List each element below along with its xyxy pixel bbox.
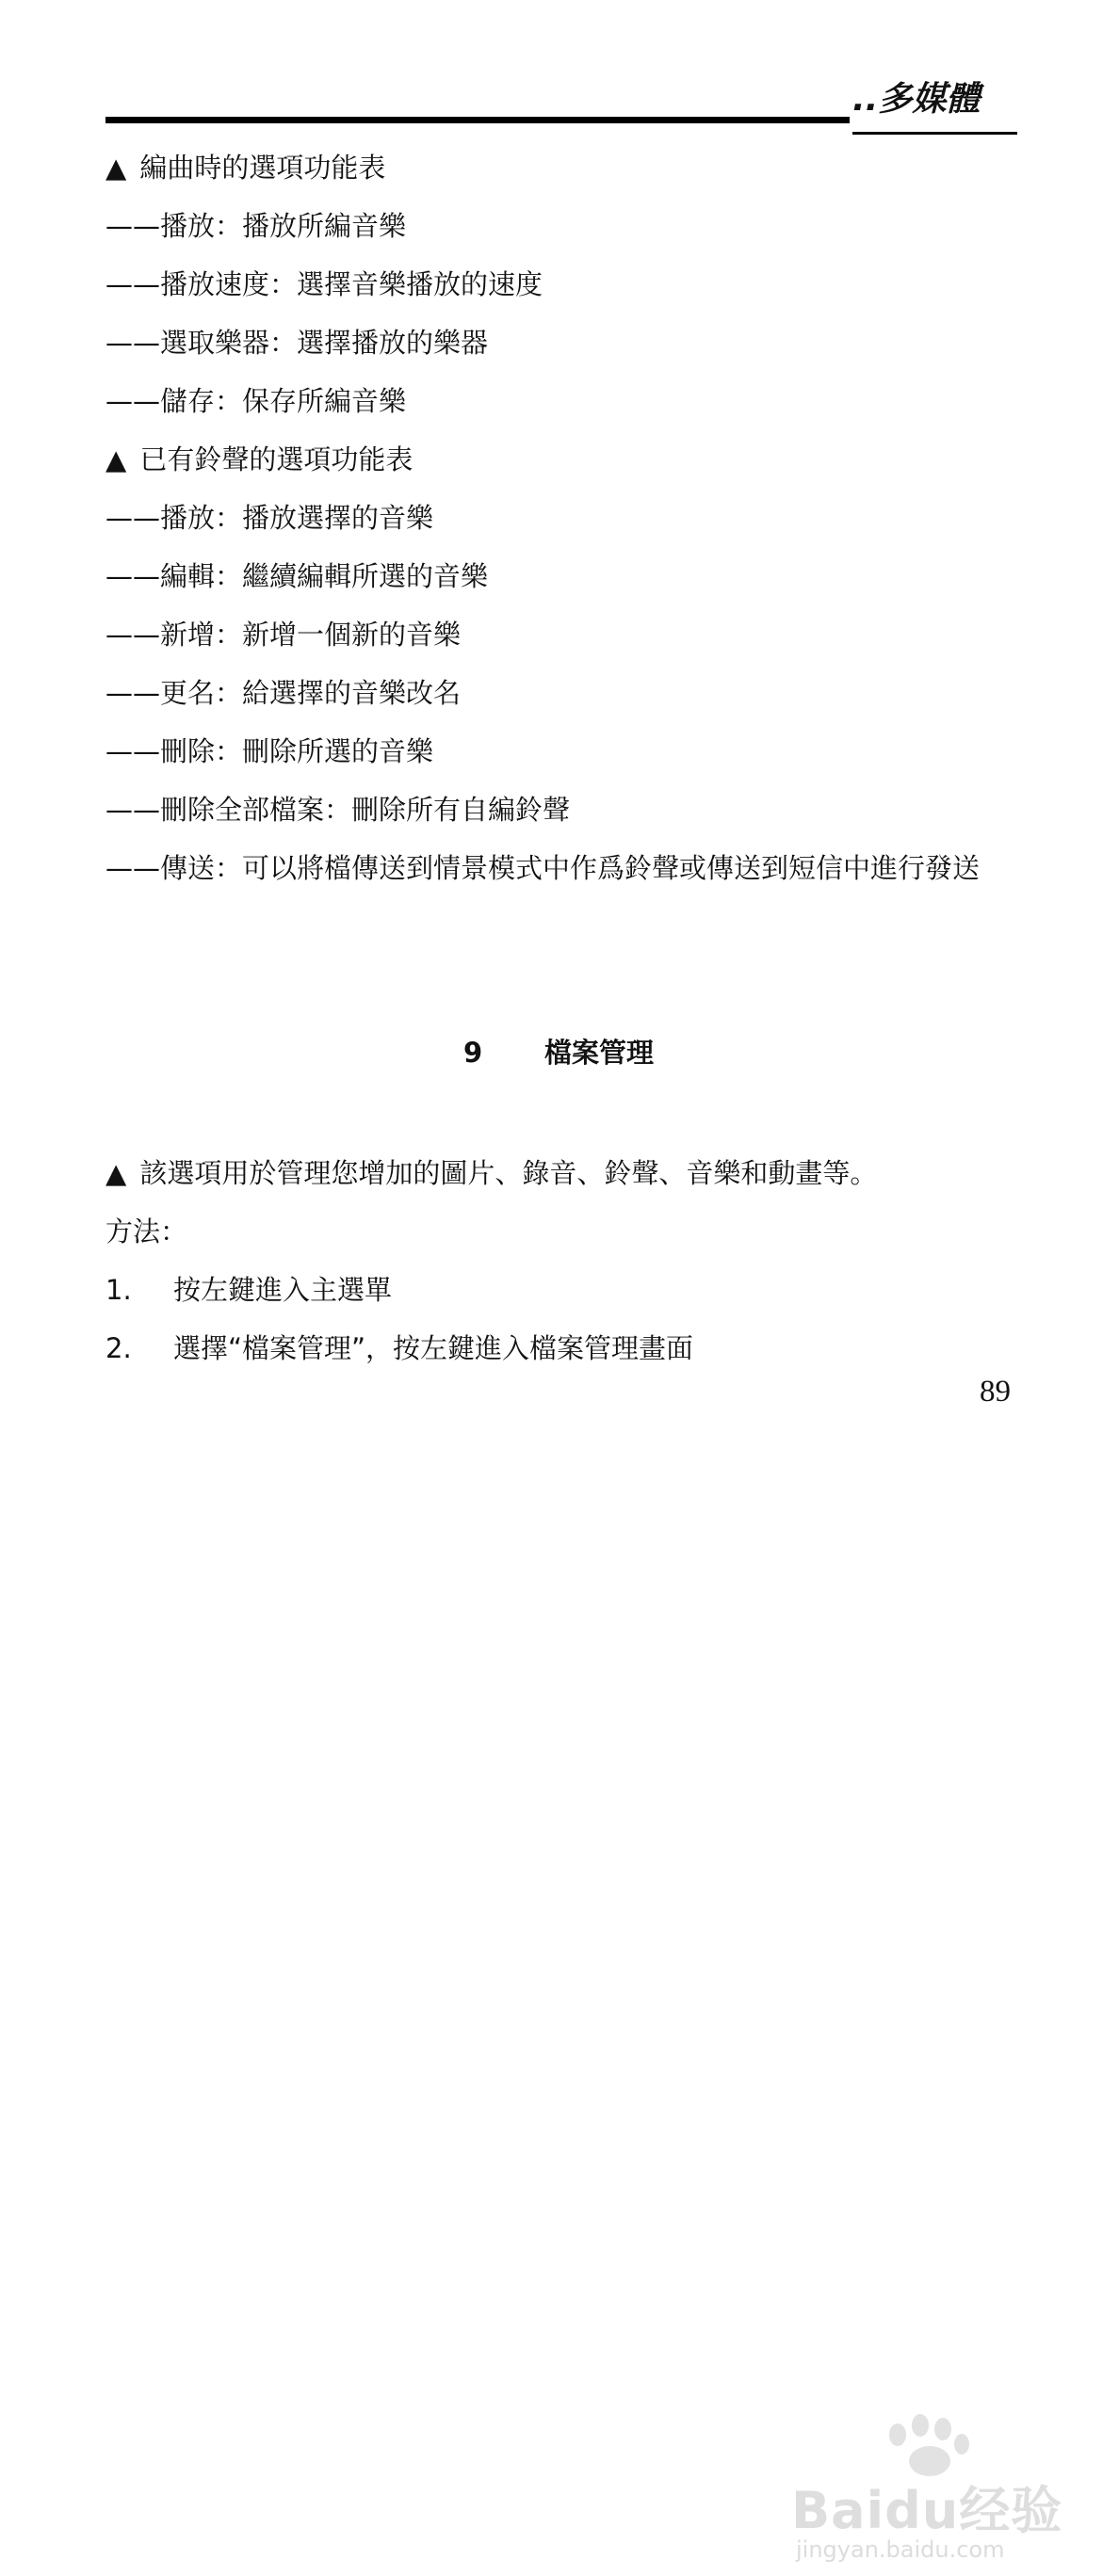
- step-text: 按左鍵進入主選單: [173, 1274, 393, 1306]
- watermark-brand: Baidu经验: [791, 2481, 1063, 2540]
- header-rule-thin: [852, 132, 1017, 135]
- list-item: ——刪除全部檔案：刪除所有自編鈴聲: [105, 794, 571, 826]
- list-heading: [105, 441, 413, 478]
- list-item: ——傳送：可以將檔傳送到情景模式中作爲鈴聲或傳送到短信中進行發送: [105, 852, 981, 884]
- triangle-icon: ▲: [105, 152, 127, 184]
- list-item: ——儲存：保存所編音樂: [105, 385, 407, 417]
- watermark-url: jingyan.baidu.com: [796, 2536, 1005, 2563]
- header-title: ..多媒體: [852, 80, 981, 119]
- section-intro: [105, 1154, 877, 1192]
- step-number: 2.: [105, 1332, 132, 1364]
- triangle-icon: ▲: [105, 443, 127, 475]
- list-item: ——選取樂器：選擇播放的樂器: [105, 327, 489, 359]
- method-label: 方法：: [105, 1216, 188, 1248]
- step-number: 1.: [105, 1274, 132, 1306]
- list-item: ——播放：播放選擇的音樂: [105, 502, 434, 534]
- section-title: 檔案管理: [544, 1037, 655, 1069]
- list-item: ——編輯：繼續編輯所選的音樂: [105, 560, 489, 592]
- list-item: ——刪除：刪除所選的音樂: [105, 735, 434, 767]
- step-text: 選擇“檔案管理”，按左鍵進入檔案管理畫面: [173, 1332, 694, 1364]
- page-number: 89: [980, 1375, 1011, 1409]
- list-item: ——播放速度：選擇音樂播放的速度: [105, 268, 543, 300]
- list-item: ——新增：新增一個新的音樂: [105, 619, 462, 651]
- step-item: [105, 1329, 693, 1367]
- section-intro-text: 該選項用於管理您增加的圖片、錄音、鈴聲、音樂和動畫等。: [139, 1157, 878, 1189]
- list-item: ——更名：給選擇的音樂改名: [105, 677, 462, 709]
- list-heading-text: 編曲時的選項功能表: [139, 152, 386, 184]
- list-item: ——播放：播放所編音樂: [105, 210, 407, 242]
- section-number: 9: [463, 1037, 483, 1069]
- triangle-icon: ▲: [105, 1157, 127, 1189]
- list-heading-text: 已有鈴聲的選項功能表: [139, 443, 414, 475]
- header-rule-thick: [105, 117, 850, 123]
- step-item: [105, 1271, 392, 1309]
- list-heading: [105, 149, 385, 186]
